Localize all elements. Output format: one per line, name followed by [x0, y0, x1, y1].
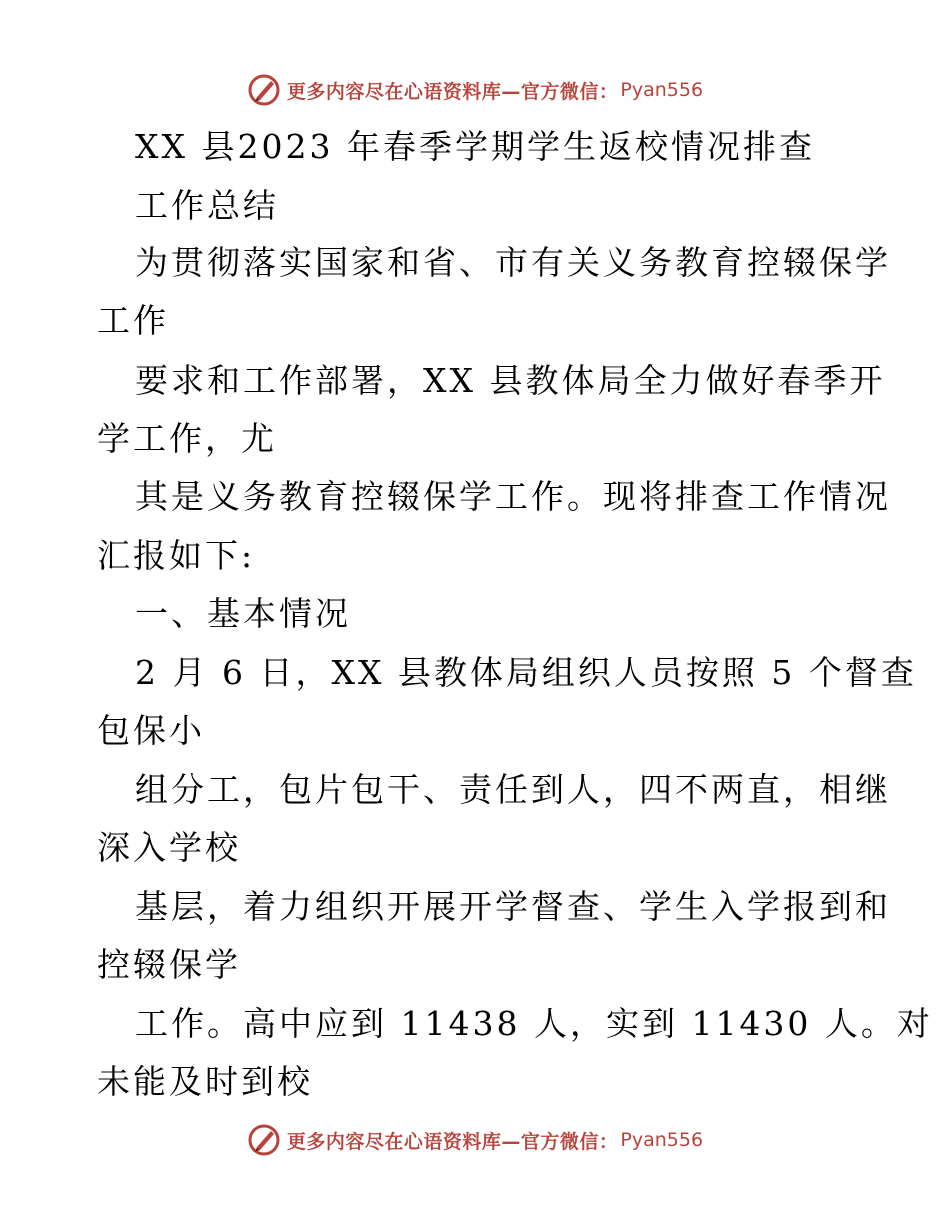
pen-logo-icon [247, 73, 281, 107]
doc-paragraph-line: 控辍保学 [97, 945, 241, 984]
doc-paragraph-line: 未能及时到校 [97, 1062, 313, 1101]
doc-paragraph-line: 汇报如下: [97, 536, 256, 575]
footer-watermark [0, 1120, 950, 1160]
doc-paragraph-line: 其是义务教育控辍保学工作。现将排查工作情况 [135, 477, 891, 516]
doc-title-line-1: XX 县2023 年春季学期学生返校情况排查 [135, 127, 815, 166]
doc-paragraph-line: 工作 [97, 301, 169, 340]
doc-paragraph-line: 组分工，包片包干、责任到人，四不两直，相继 [135, 770, 891, 809]
watermark-text: 更多内容尽在心语资料库—官方微信： [286, 80, 619, 103]
doc-section-heading: 一、基本情况 [135, 594, 351, 633]
doc-paragraph-line: 要求和工作部署，XX 县教体局全力做好春季开 [135, 361, 886, 400]
doc-paragraph-line: 深入学校 [97, 828, 241, 867]
watermark-text: 更多内容尽在心语资料库—官方微信： [286, 1130, 619, 1153]
header-watermark [0, 70, 950, 110]
watermark-wechat-id: Pyan556 [620, 79, 704, 101]
doc-paragraph-line: 包保小 [97, 711, 205, 750]
doc-paragraph-line: 2 月 6 日，XX 县教体局组织人员按照 5 个督查 [135, 653, 917, 692]
doc-paragraph-line: 为贯彻落实国家和省、市有关义务教育控辍保学 [135, 243, 891, 282]
doc-paragraph-line: 学工作，尤 [97, 419, 277, 458]
doc-paragraph-line: 工作。高中应到 11438 人，实到 11430 人。对 [135, 1004, 933, 1043]
watermark-wechat-id: Pyan556 [620, 1129, 704, 1151]
doc-paragraph-line: 基层，着力组织开展开学督查、学生入学报到和 [135, 887, 891, 926]
doc-title-line-2: 工作总结 [135, 186, 279, 225]
pen-logo-icon [247, 1123, 281, 1157]
